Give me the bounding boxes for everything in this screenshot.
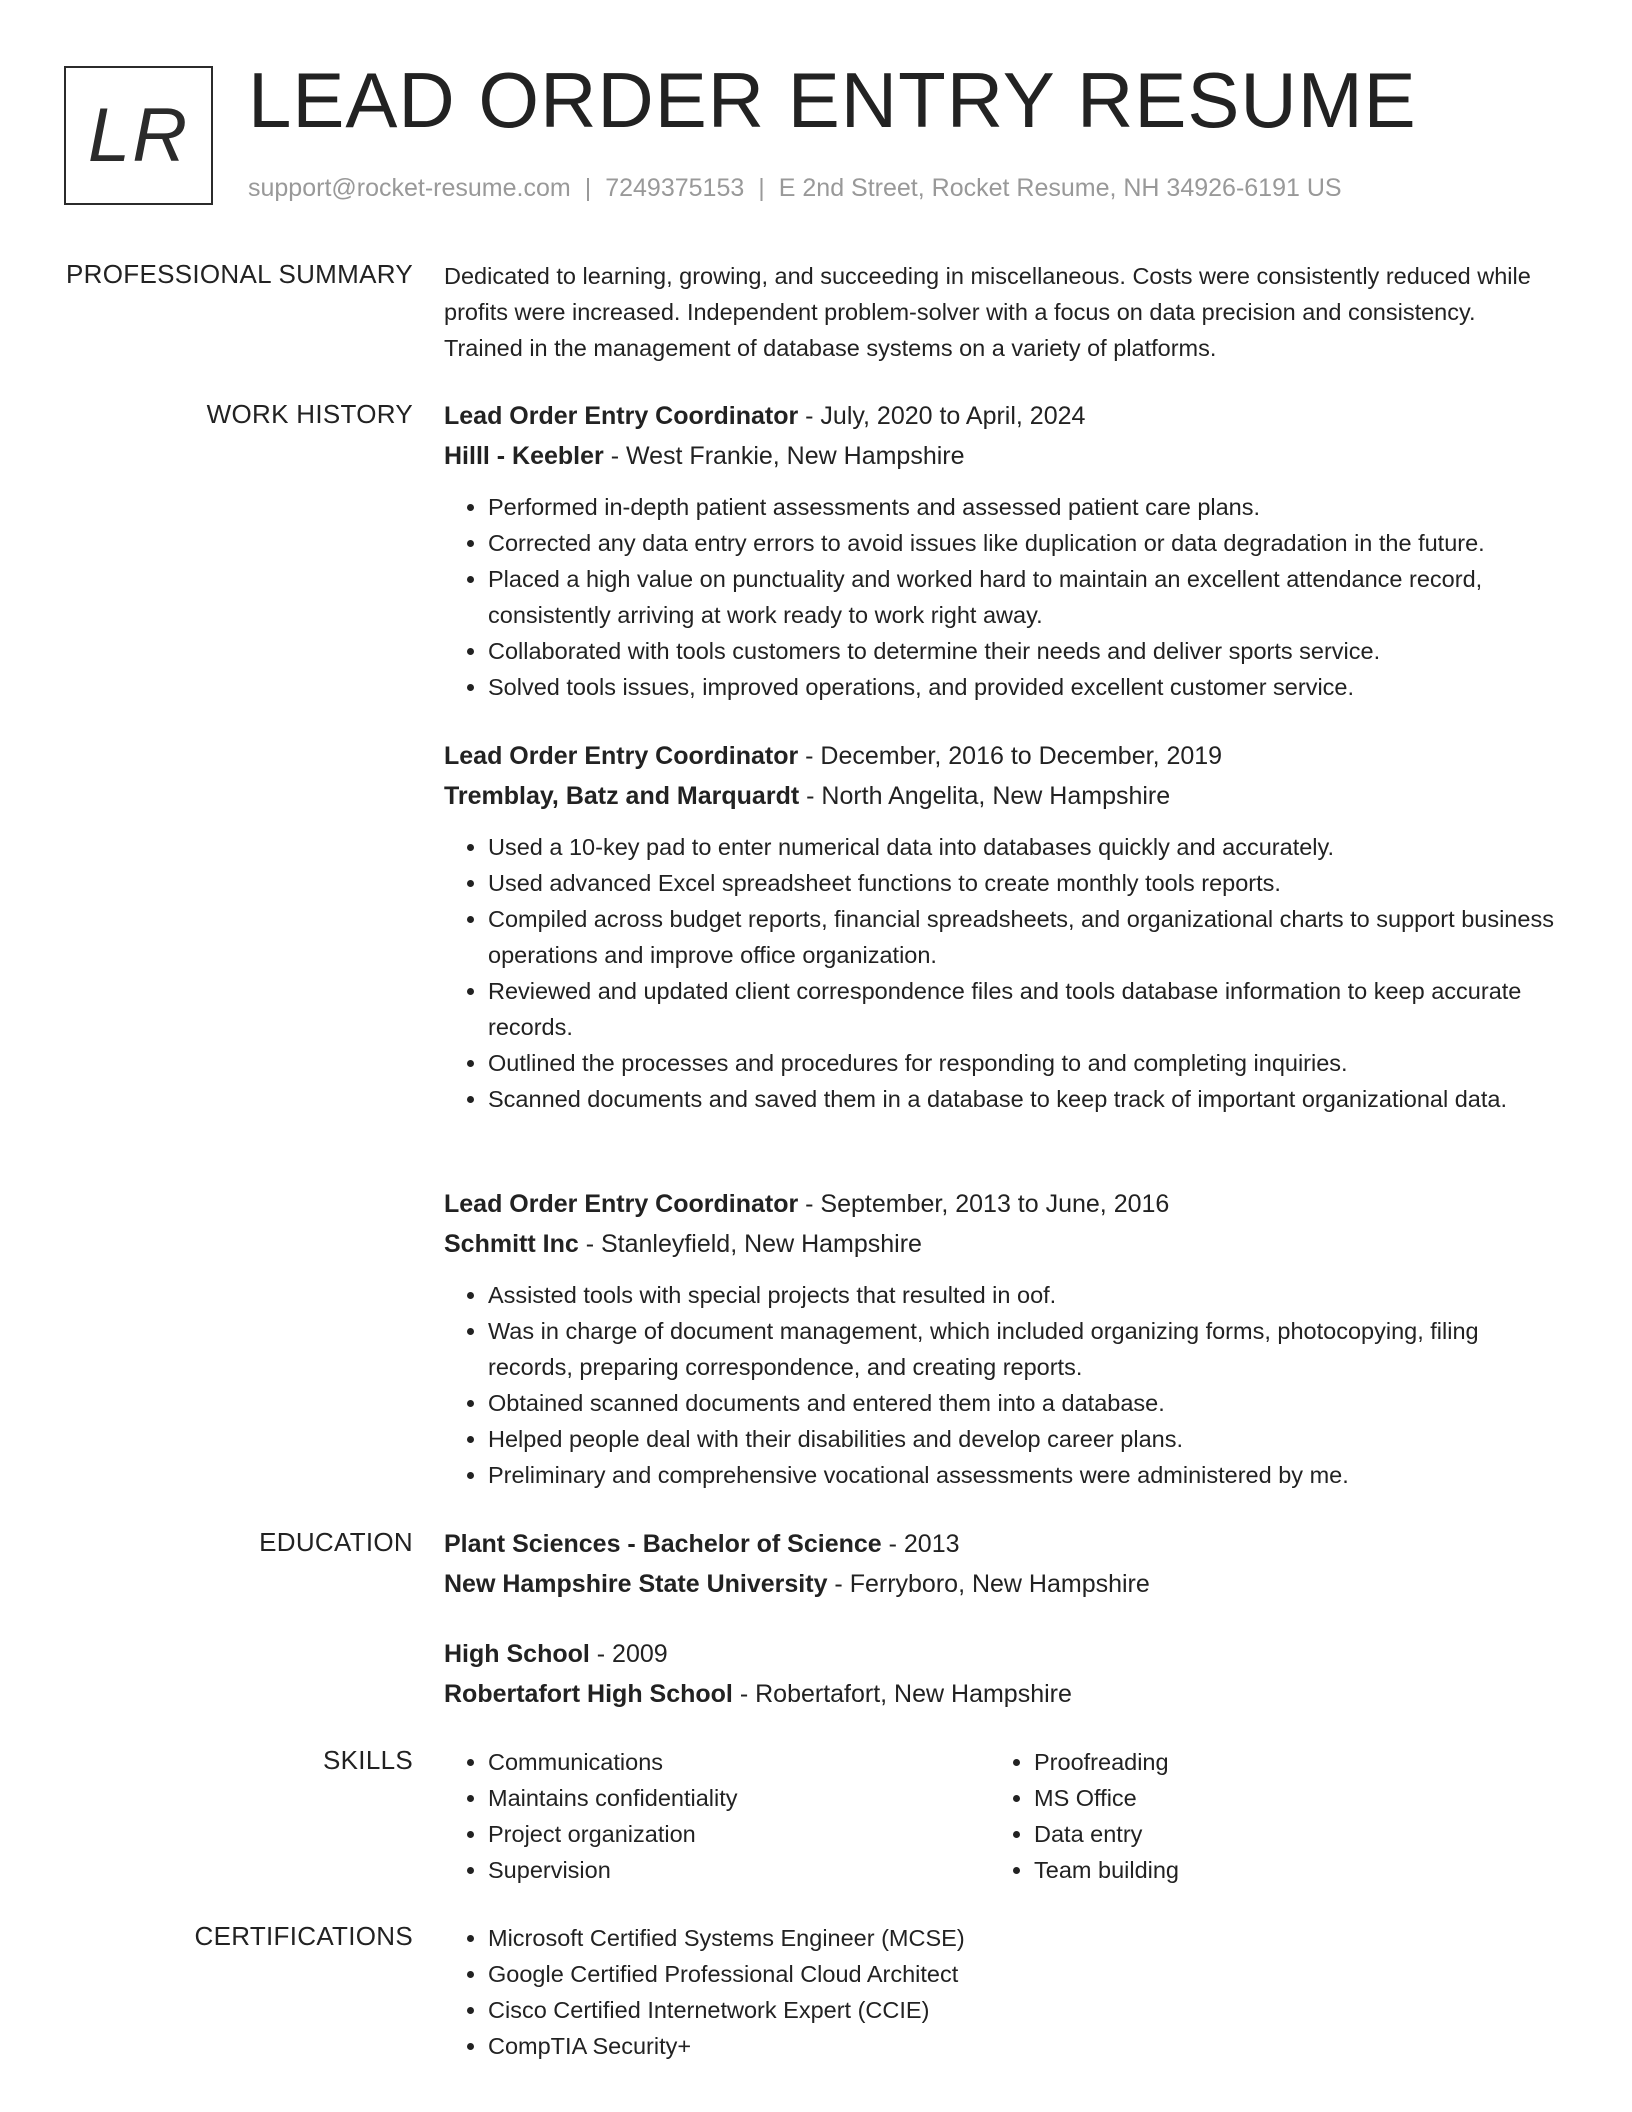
education-year: - 2013	[881, 1530, 960, 1558]
job-bullet: • Scanned documents and saved them in a database to keep track of important organizational data.	[488, 1081, 1554, 1117]
education-school: Robertafort High School	[444, 1680, 733, 1708]
job-bullet: • Used advanced Excel spreadsheet functions to create monthly tools reports.	[488, 865, 1554, 901]
education-degree-line	[444, 1634, 1554, 1674]
job-title-line	[444, 736, 1554, 776]
job-bullet: • Compiled across budget reports, financial spreadsheets, and organizational charts to support business operations and improve office organization.	[488, 901, 1554, 973]
education-school-line	[444, 1674, 1554, 1714]
education-location: - Ferryboro, New Hampshire	[827, 1570, 1150, 1598]
job-entry	[444, 1184, 1554, 1493]
summary-text: Dedicated to learning, growing, and succeeding in miscellaneous. Costs were consistently reduced while profits were increased. Independent problem-solver with a focus on data precision and consistency. Trained in the management of database systems on a variety of platforms.	[444, 263, 1531, 361]
job-dates: - September, 2013 to June, 2016	[798, 1190, 1170, 1218]
contact-email: support@rocket-resume.com	[248, 174, 571, 202]
job-bullet: • Outlined the processes and procedures for responding to and completing inquiries.	[488, 1045, 1554, 1081]
job-bullet-list	[444, 489, 1554, 705]
section-label-skills: SKILLS	[323, 1745, 413, 1775]
skill-item: • Proofreading	[1034, 1744, 1536, 1780]
job-bullet-list	[444, 829, 1554, 1117]
monogram-initials: LR	[87, 92, 190, 178]
skills-column-left	[444, 1744, 990, 1888]
skill-item: • Maintains confidentiality	[488, 1780, 990, 1816]
job-bullet: • Solved tools issues, improved operations, and provided excellent customer service.	[488, 669, 1554, 705]
education-location: - Robertafort, New Hampshire	[732, 1680, 1072, 1708]
certification-item: • Cisco Certified Internetwork Expert (CCIE)	[488, 1992, 1554, 2028]
job-bullet: • Helped people deal with their disabilities and develop career plans.	[488, 1421, 1554, 1457]
contact-address: E 2nd Street, Rocket Resume, NH 34926-6191 US	[778, 174, 1342, 202]
skill-item: • Communications	[488, 1744, 990, 1780]
skill-item: • MS Office	[1034, 1780, 1536, 1816]
job-bullet: • Assisted tools with special projects that resulted in oof.	[488, 1277, 1554, 1313]
job-company: Tremblay, Batz and Marquardt	[444, 782, 800, 810]
job-bullet: • Collaborated with tools customers to determine their needs and deliver sports service.	[488, 633, 1554, 669]
skills-grid	[444, 1744, 1554, 1888]
job-location: - North Angelita, New Hampshire	[799, 782, 1171, 810]
job-bullet: • Placed a high value on punctuality and worked hard to maintain an excellent attendance record, consistently arriving at work ready to work right away.	[488, 561, 1554, 633]
job-bullet: • Used a 10-key pad to enter numerical data into databases quickly and accurately.	[488, 829, 1554, 865]
education-degree-line	[444, 1524, 1554, 1564]
job-dates: - December, 2016 to December, 2019	[798, 742, 1223, 770]
job-title-line	[444, 1184, 1554, 1224]
section-label-certifications: CERTIFICATIONS	[194, 1921, 413, 1951]
contact-line	[248, 172, 1342, 205]
job-title: Lead Order Entry Coordinator	[444, 402, 799, 430]
job-dates: - July, 2020 to April, 2024	[798, 402, 1086, 430]
job-company-line	[444, 1224, 1554, 1264]
monogram-badge	[64, 66, 213, 205]
skill-item: • Project organization	[488, 1816, 990, 1852]
education-entry	[444, 1524, 1554, 1604]
job-bullet-list	[444, 1277, 1554, 1493]
section-label-education: EDUCATION	[259, 1527, 413, 1557]
section-label-summary: PROFESSIONAL SUMMARY	[66, 259, 413, 289]
job-bullet: • Was in charge of document management, which included organizing forms, photocopying, filing records, preparing correspondence, and creating reports.	[488, 1313, 1554, 1385]
certification-list	[444, 1920, 1554, 2064]
job-company-line	[444, 776, 1554, 816]
skill-item: • Team building	[1034, 1852, 1536, 1888]
certification-item: • Microsoft Certified Systems Engineer (MCSE)	[488, 1920, 1554, 1956]
job-title: Lead Order Entry Coordinator	[444, 742, 799, 770]
job-bullet: • Corrected any data entry errors to avoid issues like duplication or data degradation in the future.	[488, 525, 1554, 561]
education-school-line	[444, 1564, 1554, 1604]
contact-phone: 7249375153	[605, 174, 745, 202]
education-degree: Plant Sciences - Bachelor of Science	[444, 1530, 882, 1558]
education-school: New Hampshire State University	[444, 1570, 828, 1598]
job-title-line	[444, 396, 1554, 436]
education-entry	[444, 1634, 1554, 1714]
job-bullet: • Obtained scanned documents and entered them into a database.	[488, 1385, 1554, 1421]
resume-title: LEAD ORDER ENTRY RESUME	[248, 56, 1417, 144]
job-bullet: • Performed in-depth patient assessments and assessed patient care plans.	[488, 489, 1554, 525]
job-bullet: • Preliminary and comprehensive vocational assessments were administered by me.	[488, 1457, 1554, 1493]
skills-column-right	[990, 1744, 1536, 1888]
skill-item: • Supervision	[488, 1852, 990, 1888]
job-location: - Stanleyfield, New Hampshire	[578, 1230, 922, 1258]
certification-item: • CompTIA Security+	[488, 2028, 1554, 2064]
contact-separator: |	[584, 174, 592, 202]
job-location: - West Frankie, New Hampshire	[603, 442, 965, 470]
job-bullet: • Reviewed and updated client correspondence files and tools database information to keep accurate records.	[488, 973, 1554, 1045]
job-company: Hilll - Keebler	[444, 442, 604, 470]
job-entry	[444, 736, 1554, 1117]
certification-item: • Google Certified Professional Cloud Architect	[488, 1956, 1554, 1992]
job-title: Lead Order Entry Coordinator	[444, 1190, 799, 1218]
education-degree: High School	[444, 1640, 590, 1668]
section-label-work-history: WORK HISTORY	[206, 399, 413, 429]
contact-separator: |	[758, 174, 765, 202]
job-company-line	[444, 436, 1554, 476]
job-entry	[444, 396, 1554, 705]
skill-item: • Data entry	[1034, 1816, 1536, 1852]
job-company: Schmitt Inc	[444, 1230, 579, 1258]
education-year: - 2009	[589, 1640, 668, 1668]
